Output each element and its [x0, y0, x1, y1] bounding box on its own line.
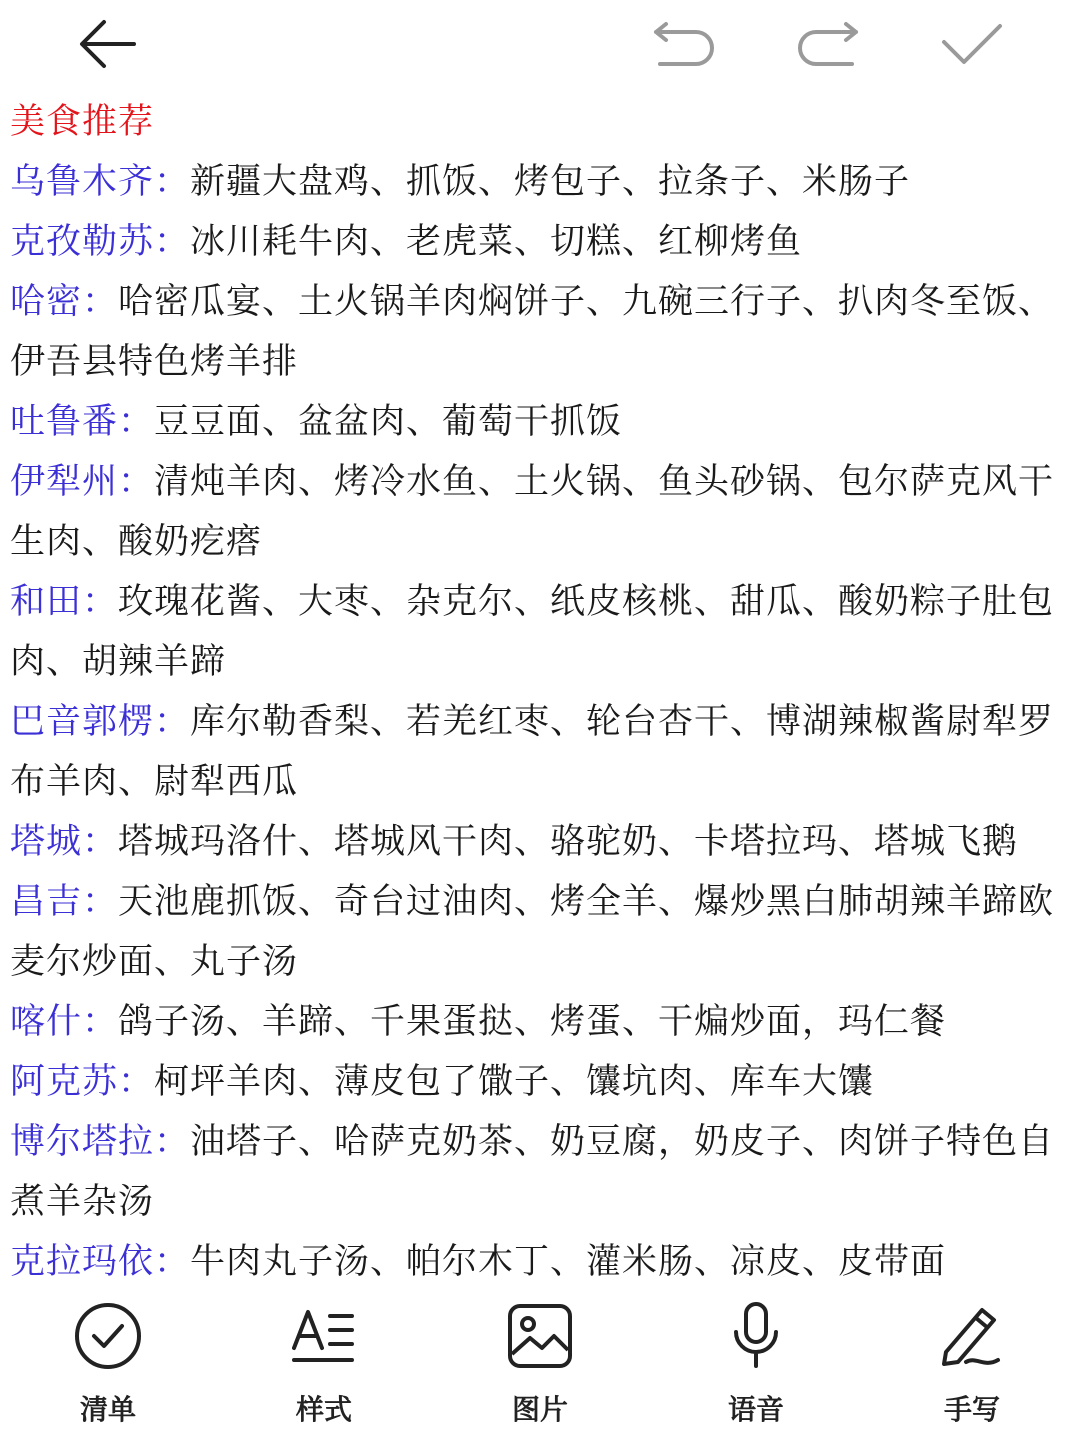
food-list: 库尔勒香梨、若羌红枣、轮台杏干、博湖辣椒酱尉犁罗布羊肉、尉犁西瓜 [10, 702, 1055, 802]
handwriting-label: 手写 [943, 1393, 1000, 1426]
food-list: 油塔子、哈萨克奶茶、奶豆腐，奶皮子、肉饼子特色自煮羊杂汤 [10, 1122, 1055, 1222]
check-icon [940, 12, 1004, 80]
food-list: 天池鹿抓饭、奇台过油肉、烤全羊、爆炒黑白肺胡辣羊蹄欧麦尔炒面、丸子汤 [10, 882, 1055, 982]
text-style-icon [286, 1298, 362, 1374]
city-name: 伊犁州： [10, 462, 155, 502]
microphone-icon [718, 1298, 794, 1374]
arrow-left-icon [76, 12, 140, 80]
food-list: 新疆大盘鸡、抓饭、烤包子、拉条子、米肠子 [190, 162, 911, 202]
text-style-label: 样式 [295, 1393, 352, 1426]
city-name: 和田： [10, 582, 119, 622]
note-entry [10, 392, 1070, 452]
image-button[interactable] [480, 1298, 600, 1428]
bottom-toolbar [0, 1290, 1080, 1440]
city-name: 哈密： [10, 282, 119, 322]
city-name: 昌吉： [10, 882, 119, 922]
top-toolbar [0, 0, 1080, 92]
checklist-button[interactable] [48, 1298, 168, 1428]
food-list: 柯坪羊肉、薄皮包了馓子、馕坑肉、库车大馕 [154, 1062, 875, 1102]
city-name: 乌鲁木齐： [10, 162, 191, 202]
note-entry [10, 452, 1070, 572]
food-list: 鸽子汤、羊蹄、千果蛋挞、烤蛋、干煸炒面，玛仁餐 [118, 1002, 947, 1042]
food-list: 豆豆面、盆盆肉、葡萄干抓饭 [154, 402, 623, 442]
redo-icon [796, 12, 860, 80]
note-editor[interactable] [10, 92, 1070, 1292]
checklist-icon [70, 1298, 146, 1374]
note-entry [10, 992, 1070, 1052]
note-entry [10, 872, 1070, 992]
food-list: 牛肉丸子汤、帕尔木丁、灌米肠、凉皮、皮带面 [190, 1242, 947, 1282]
note-entry [10, 1112, 1070, 1232]
food-list: 清炖羊肉、烤冷水鱼、土火锅、鱼头砂锅、包尔萨克风干生肉、酸奶疙瘩 [10, 462, 1055, 562]
back-button[interactable] [76, 14, 140, 78]
city-name: 塔城： [10, 822, 119, 862]
city-name: 巴音郭楞： [10, 702, 191, 742]
undo-button[interactable] [652, 14, 716, 78]
food-list: 塔城玛洛什、塔城风干肉、骆驼奶、卡塔拉玛、塔城飞鹅 [118, 822, 1019, 862]
note-entry [10, 272, 1070, 392]
note-entry [10, 1052, 1070, 1112]
note-entry [10, 152, 1070, 212]
note-entry [10, 1232, 1070, 1292]
food-list: 冰川耗牛肉、老虎菜、切糕、红柳烤鱼 [190, 222, 803, 262]
city-name: 喀什： [10, 1002, 119, 1042]
undo-icon [652, 12, 716, 80]
food-list: 玫瑰花酱、大枣、杂克尔、纸皮核桃、甜瓜、酸奶粽子肚包肉、胡辣羊蹄 [10, 582, 1055, 682]
image-label: 图片 [511, 1393, 568, 1426]
text-style-button[interactable] [264, 1298, 384, 1428]
food-list: 哈密瓜宴、土火锅羊肉焖饼子、九碗三行子、扒肉冬至饭、伊吾县特色烤羊排 [10, 282, 1055, 382]
voice-label: 语音 [727, 1393, 784, 1426]
note-entry [10, 572, 1070, 692]
checklist-label: 清单 [79, 1393, 136, 1426]
note-entry [10, 692, 1070, 812]
city-name: 克拉玛依： [10, 1242, 191, 1282]
city-name: 博尔塔拉： [10, 1122, 191, 1162]
redo-button[interactable] [796, 14, 860, 78]
city-name: 克孜勒苏： [10, 222, 191, 262]
done-button[interactable] [940, 14, 1004, 78]
note-entry [10, 212, 1070, 272]
handwriting-button[interactable] [912, 1298, 1032, 1428]
city-name: 阿克苏： [10, 1062, 155, 1102]
pen-icon [934, 1298, 1010, 1374]
city-name: 吐鲁番： [10, 402, 155, 442]
voice-button[interactable] [696, 1298, 816, 1428]
image-icon [502, 1298, 578, 1374]
note-title: 美食推荐 [10, 102, 155, 142]
note-entry [10, 812, 1070, 872]
